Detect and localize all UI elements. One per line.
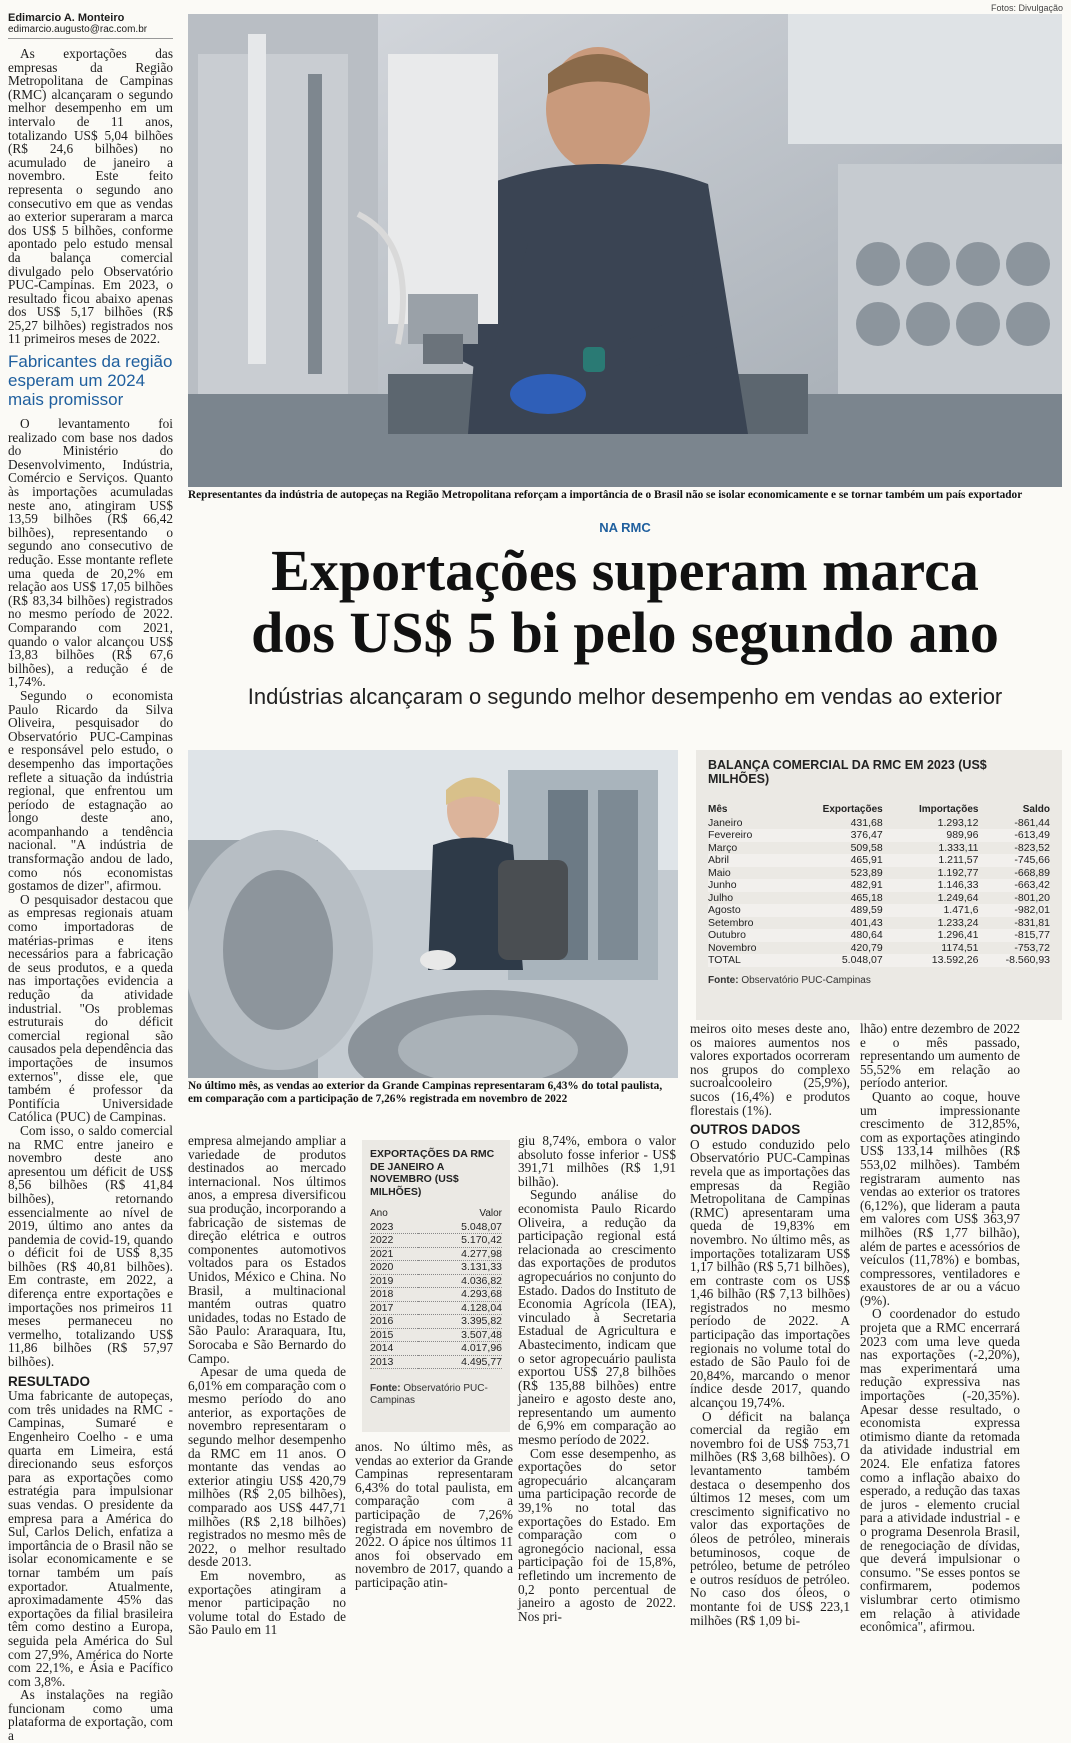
table-row <box>708 842 1050 855</box>
table-cell: 523,89 <box>850 866 883 879</box>
table-row <box>708 917 1050 930</box>
table-cell: -831,81 <box>1014 916 1050 929</box>
table-cell: TOTAL <box>708 954 741 966</box>
col-header: Mês <box>708 804 728 815</box>
table-cell: 376,47 <box>850 829 883 841</box>
column-1 <box>8 47 173 1743</box>
table-cell: 2015 <box>370 1328 418 1342</box>
paragraph: Apesar de uma queda de 6,01% em comparação com o mesmo período do ano anterior, as exportações de novembro representaram o segundo melhor desempenho da RMC em 11 anos. O montante das vendas ao exterior atingiu US$ 420,79 milhões (R$ 2,05 bilhões), comparado aos US$ 447,71 milhões (R$ 2,18 bilhões) registrados no mesmo mês de 2022, o melhor resultado desde 2013. <box>188 1364 346 1570</box>
table-cell: 4.495,77 <box>418 1355 502 1369</box>
paragraph: Com esse desempenho, as exportações do setor agropecuário alcançaram uma participação recorde de 39,1% no total das exportações do Estado. Em comparação com o agronegócio nacional, essa participação foi de 15,8%, refletindo um incremento de 0,2 ponto percentual de janeiro a agosto de 2022. Nos pri- <box>518 1445 676 1624</box>
headline-line-2: dos US$ 5 bi pelo segundo ano <box>251 600 999 665</box>
table-row <box>370 1355 502 1369</box>
table-cell: -8.560,93 <box>1005 954 1050 966</box>
table-row <box>708 867 1050 880</box>
col-header: Saldo <box>1022 804 1050 815</box>
col-header: Ano <box>370 1208 388 1219</box>
byline-name: Edimarcio A. Monteiro <box>8 12 125 24</box>
paragraph: Uma fabricante de autopeças, com três unidades na RMC - Campinas, Sumaré e Engenheiro Coelho - e uma quarta em Limeira, está direcionando seus esforços para as exportações como estratégia para impulsionar suas vendas. O presidente da empresa para a América do Sul, Carlos Delich, enfatiza a importância de o Brasil não se isolar economicamente e se tornar também um país exportador. Atualmente, aproximadamente 45% das exportações da filial brasileira têm como destino a Europa, seguida pela América do Sul com 27,9%, América do Norte com 22,1%, e Ásia e Pacífico com 3,8%. <box>8 1388 173 1689</box>
column-3 <box>355 1440 513 1590</box>
table-cell: 4.277,98 <box>418 1247 502 1261</box>
table-cell: 3.395,82 <box>418 1315 502 1329</box>
table-cell: -801,20 <box>1014 891 1050 904</box>
table-cell: -745,66 <box>1014 854 1050 866</box>
paragraph: As instalações na região funcionam como uma plataforma de exportação, com a <box>8 1687 173 1743</box>
table-row <box>370 1234 502 1248</box>
table-cell: 2014 <box>370 1342 418 1356</box>
table-title: BALANÇA COMERCIAL DA RMC EM 2023 (US$ MILHÕES) <box>708 758 987 786</box>
table-cell: 489,59 <box>850 904 883 916</box>
table-row <box>708 892 1050 905</box>
table-cell: 4.036,82 <box>418 1274 502 1288</box>
paragraph: Segundo o economista Paulo Ricardo da Silva Oliveira, pesquisador do Observatório PUC-Campinas e responsável pelo estudo, o desempenho das importações reflete a situação da indústria regional, que enfrentou um período de estagnação ao longo deste ano, acompanhando a tendência nacional. "A indústria de transformação andou de lado, como nós economistas gostamos de dizer", afirmou. <box>8 687 173 894</box>
table-cell: 4.017,96 <box>418 1342 502 1356</box>
table-cell: -815,77 <box>1014 929 1050 941</box>
paragraph: O pesquisador destacou que as empresas regionais atuam como importadoras de matérias-primas e itens necessários para a fabricação de seus produtos, e a queda nas importações evidencia a redução da atividade industrial. "Os problemas estruturais do déficit comercial regional são causados pela dependência das importações de insumos externos", disse ele, que também é professor da Pontifícia Universidade Católica (PUC) de Campinas. <box>8 891 173 1125</box>
table-cell: 420,79 <box>850 941 883 954</box>
table-cell: Agosto <box>708 904 741 916</box>
table-cell: 509,58 <box>850 841 883 854</box>
table-cell: 1.293,12 <box>937 816 979 829</box>
table-cell: 13.592,26 <box>931 954 979 966</box>
table-cell: -613,49 <box>1014 829 1050 841</box>
table-cell: 989,96 <box>946 829 979 841</box>
table-row <box>370 1328 502 1342</box>
table-cell: 2016 <box>370 1315 418 1329</box>
table-cell: 3.507,48 <box>418 1328 502 1342</box>
paragraph: O levantamento foi realizado com base nos dados do Ministério do Desenvolvimento, Indústria, Comércio e Serviços. Quanto às importações acumuladas neste ano, atingiram US$ 13,59 bilhões (R$ 66,42 bilhões), representando o segundo ano consecutivo de redução. Esse montante reflete uma queda de 20,2% em relação aos US$ 17,05 bilhões (R$ 83,34 bilhões) registrados no mesmo período de 2022. Comparando com 2021, quando o valor alcançou US$ 13,83 bilhões (R$ 67,6 bilhões), a redução é de 1,74%. <box>8 416 173 690</box>
mid-photo-caption: No último mês, as vendas ao exterior da Grande Campinas representaram 6,43% do total paulista, em comparação com a participação de 7,26% registrada em novembro de 2022 <box>188 1080 663 1105</box>
table-cell: 1.211,57 <box>938 854 979 866</box>
table-row <box>708 829 1050 842</box>
top-photo-caption: Representantes da indústria de autopeças na Região Metropolitana reforçam a importância de o Brasil não se isolar economicamente e se tornar também um país exportador <box>188 489 1023 501</box>
col-header: Valor <box>479 1208 502 1219</box>
table-cell: 2013 <box>370 1355 418 1369</box>
table-cell: -982,01 <box>1014 904 1050 916</box>
paragraph: anos. No último mês, as vendas ao exterior da Grande Campinas representaram 6,43% do total paulista, em comparação com a participação de 7,26% registrada em novembro de 2022. O ápice nos últimos 11 anos foi observado em novembro de 2017, quando a participação atin- <box>355 1439 513 1590</box>
table-cell: -668,89 <box>1014 866 1050 879</box>
table-cell: Setembro <box>708 916 754 929</box>
column-5 <box>690 1022 850 1627</box>
table-cell: Outubro <box>708 929 746 941</box>
table-cell: 2022 <box>370 1234 418 1248</box>
factory-woman-image <box>188 750 678 1078</box>
table-cell: 5.170,42 <box>418 1234 502 1248</box>
table-cell: 2019 <box>370 1274 418 1288</box>
table-row <box>370 1247 502 1261</box>
table-cell: 2017 <box>370 1301 418 1315</box>
table-row <box>708 879 1050 892</box>
section-kicker: NA RMC <box>599 520 651 535</box>
table-cell: Março <box>708 841 738 854</box>
photo-credit: Fotos: Divulgação <box>990 3 1063 13</box>
top-photo <box>188 14 1062 487</box>
table-row <box>708 817 1050 830</box>
section-kicker-resultado: RESULTADO <box>8 1373 90 1389</box>
table-cell: 1.192,77 <box>937 866 979 879</box>
table-row <box>370 1288 502 1302</box>
table-title: EXPORTAÇÕES DA RMC DE JANEIRO A NOVEMBRO (US$ MILHÕES) <box>370 1148 495 1198</box>
paragraph: Em novembro, as exportações atingiram a menor participação no volume total do Estado de São Paulo em 11 <box>188 1568 346 1638</box>
table-cell: Maio <box>708 866 731 879</box>
table-row <box>708 929 1050 942</box>
table-cell: Abril <box>708 854 730 866</box>
balanca-table <box>708 804 1050 967</box>
table-row <box>370 1301 502 1315</box>
table-row <box>708 942 1050 955</box>
byline-email: edimarcio.augusto@rac.com.br <box>8 24 148 35</box>
balanca-table-box <box>696 750 1062 1020</box>
table-cell: 4.128,04 <box>418 1301 502 1315</box>
paragraph: O estudo conduzido pelo Observatório PUC-Campinas revela que as importações das empresas da Região Metropolitana de Campinas (RMC) apresentaram uma queda de 19,83% em novembro. No último mês, as importações totalizaram US$ 1,17 bilhão (R$ 5,71 bilhões), em contraste com os US$ 1,46 bilhão (R$ 7,13 bilhões) registrados no mesmo período de 2022. A participação das importações regionais no volume total do estado de São Paulo foi de 20,84%, marcando o menor índice desde 2017, quando alcançou 19,74%. <box>690 1136 850 1411</box>
source-label: Fonte: <box>708 974 739 986</box>
paragraph: Quanto ao coque, houve um impressionante crescimento de 312,85%, com as exportações atingindo US$ 133,14 milhões (R$ 553,02 milhões). Também registraram aumento nas vendas ao exterior os tratores (6,12%), que lideram a pauta em valores com US$ 363,97 milhões (R$ 1,77 bilhão), além de partes e acessórios de veículos (11,78%) e bombas, compressores, ventiladores e exaustores de ar ou a vácuo (9%). <box>860 1088 1020 1308</box>
exports-table-box <box>362 1140 510 1432</box>
table-cell: 1.146,33 <box>937 879 979 891</box>
table-cell: 1.471,6 <box>943 904 979 916</box>
table-cell: Novembro <box>708 941 757 954</box>
table-row <box>708 904 1050 917</box>
table-row <box>370 1274 502 1288</box>
table-cell: -861,44 <box>1014 816 1050 829</box>
table-cell: 1174,51 <box>941 941 979 954</box>
table-row <box>370 1261 502 1275</box>
subhead: Fabricantes da região esperam um 2024 mais promissor <box>8 352 173 410</box>
table-source <box>370 1383 502 1407</box>
column-2 <box>188 1134 346 1637</box>
table-cell: 1.296,41 <box>937 929 979 941</box>
table-header-row <box>708 804 1050 817</box>
paragraph: Com isso, o saldo comercial na RMC entre janeiro e novembro deste ano apresentou um déficit de US$ 8,56 bilhões (R$ 41,84 bilhões), retornando essencialmente ao nível de 2019, último ano antes da pandemia de covid-19, quando o déficit foi de US$ 8,35 bilhões (R$ 40,81 bilhões). Em contraste, em 2022, a diferença entre exportações e importações nos primeiros 11 meses permaneceu no vermelho, totalizando US$ 11,86 bilhões (R$ 57,97 bilhões). <box>8 1122 173 1370</box>
paragraph: giu 8,74%, embora o valor absoluto fosse inferior - US$ 391,71 milhões (R$ 1,91 bilhão). <box>518 1133 676 1189</box>
table-cell: 431,68 <box>850 816 883 829</box>
table-cell: -823,52 <box>1014 841 1050 854</box>
table-cell: 4.293,68 <box>418 1288 502 1302</box>
table-cell: 3.131,33 <box>418 1261 502 1275</box>
paragraph: Segundo análise do economista Paulo Ricardo Oliveira, a redução da participação regional está relacionada ao crescimento das exportações de produtos agropecuários no conjunto do Estado. Dados do Instituto de Economia Agrícola (IEA), vinculado à Secretaria Estadual de Agricultura e Abastecimento, indicam que o setor agropecuário paulista exportou US$ 27,8 bilhões (R$ 135,88 bilhões) entre janeiro e agosto deste ano, representando um aumento de 6,9% em comparação ao mesmo período de 2022. <box>518 1187 676 1448</box>
table-cell: 480,64 <box>850 929 883 941</box>
table-row <box>370 1315 502 1329</box>
table-cell: Junho <box>708 879 737 891</box>
table-cell: 1.233,24 <box>937 916 979 929</box>
source-text: Observatório PUC-Campinas <box>370 1383 488 1406</box>
factory-worker-image <box>188 14 1062 487</box>
table-cell: -753,72 <box>1014 941 1050 954</box>
table-cell: Janeiro <box>708 816 743 829</box>
col-header: Exportações <box>822 804 883 815</box>
table-cell: 2021 <box>370 1247 418 1261</box>
table-cell: Julho <box>708 891 734 904</box>
mid-photo <box>188 750 678 1078</box>
paragraph: As exportações das empresas da Região Metropolitana de Campinas (RMC) alcançaram o segundo melhor desempenho em um intervalo de 11 anos, totalizando US$ 5,04 bilhões (R$ 24,6 bilhões) no acumulado de janeiro a novembro. Este feito representa o segundo ano consecutivo em que as vendas ao exterior superaram a marca dos US$ 5 bilhões, conforme apontado pelo estudo mensal da balança comercial divulgado pelo Observatório PUC-Campinas. Em 2023, o resultado ficou abaixo apenas dos US$ 5,17 bilhões (R$ 25,27 bilhões) registrados nos 11 primeiros meses de 2022. <box>8 46 173 347</box>
table-row <box>708 854 1050 867</box>
exports-table <box>370 1208 502 1369</box>
paragraph: lhão) entre dezembro de 2022 e o mês passado, representando um aumento de 55,52% em relação ao período anterior. <box>860 1021 1020 1091</box>
table-row <box>370 1342 502 1356</box>
deck: Indústrias alcançaram o segundo melhor desempenho em vendas ao exterior <box>247 684 1003 709</box>
table-cell: 465,18 <box>850 891 883 904</box>
table-cell: 482,91 <box>850 879 883 891</box>
paragraph: empresa almejando ampliar a variedade de produtos destinados ao mercado internacional. Nos últimos anos, a empresa diversificou sua produção, incorporando a fabricação de sistemas de direção elétrica e outros componentes automotivos voltados para os Estados Unidos, México e China. No Brasil, a multinacional mantém outras quatro unidades, todas no Estado de São Paulo: Araraquara, Itu, Sorocaba e São Bernardo do Campo. <box>188 1133 346 1366</box>
paragraph: O coordenador do estudo projeta que a RMC encerrará 2023 com uma leve queda nas exportações (-2,20%), mas experimentará uma redução expressiva nas importações (-20,35%). Apesar desse resultado, o economista expressa otimismo diante da retomada da atividade industrial em 2024. Ele enfatiza fatores como a inflação abaixo do esperado, a redução das taxas de juros - elemento crucial para a atividade industrial - e o programa Desenrola Brasil, de renegociação de dívidas, que deverá impulsionar o consumo. "Se esses pontos se confirmarem, podemos vislumbrar certo otimismo em relação à atividade econômica", afirmou. <box>860 1306 1020 1635</box>
column-6 <box>860 1022 1020 1634</box>
byline <box>8 12 173 39</box>
headline-line-1: Exportações superam marca <box>271 538 979 603</box>
headline <box>188 540 1062 664</box>
table-cell: 2018 <box>370 1288 418 1302</box>
table-cell: 465,91 <box>850 854 883 866</box>
table-cell: 5.048,07 <box>418 1221 502 1234</box>
table-row <box>370 1221 502 1234</box>
table-row <box>708 954 1050 967</box>
col-header: Importações <box>919 804 979 815</box>
table-cell: -663,42 <box>1014 879 1050 891</box>
source-label: Fonte: <box>370 1383 401 1394</box>
paragraph: meiros oito meses deste ano, os maiores aumentos nos valores exportados ocorreram nos grupos do complexo sucroalcooleiro (25,9%), sucos (16,4%) e produtos florestais (1%). <box>690 1021 850 1118</box>
table-cell: Fevereiro <box>708 829 753 841</box>
table-cell: 2020 <box>370 1261 418 1275</box>
table-source <box>708 975 1050 986</box>
column-4 <box>518 1134 676 1623</box>
section-kicker-outros: OUTROS DADOS <box>690 1122 801 1138</box>
table-header-row <box>370 1208 502 1221</box>
source-text: Observatório PUC-Campinas <box>741 974 871 986</box>
table-cell: 1.249,64 <box>937 891 979 904</box>
table-cell: 401,43 <box>850 916 883 929</box>
table-cell: 1.333,11 <box>938 841 979 854</box>
table-cell: 2023 <box>370 1221 418 1234</box>
paragraph: O déficit na balança comercial da região em novembro foi de US$ 753,71 milhões (R$ 3,68 bilhões). O levantamento também destaca o desempenho dos últimos 12 meses, com um crescimento significativo no valor das exportações de óleos de petróleo, minerais betuminosos, coque de petróleo, betume de petróleo e outros resíduos de petróleo. No caso dos óleos, o montante foi de US$ 223,1 milhões (R$ 1,09 bi- <box>690 1408 850 1628</box>
table-cell: 5.048,07 <box>841 954 883 966</box>
